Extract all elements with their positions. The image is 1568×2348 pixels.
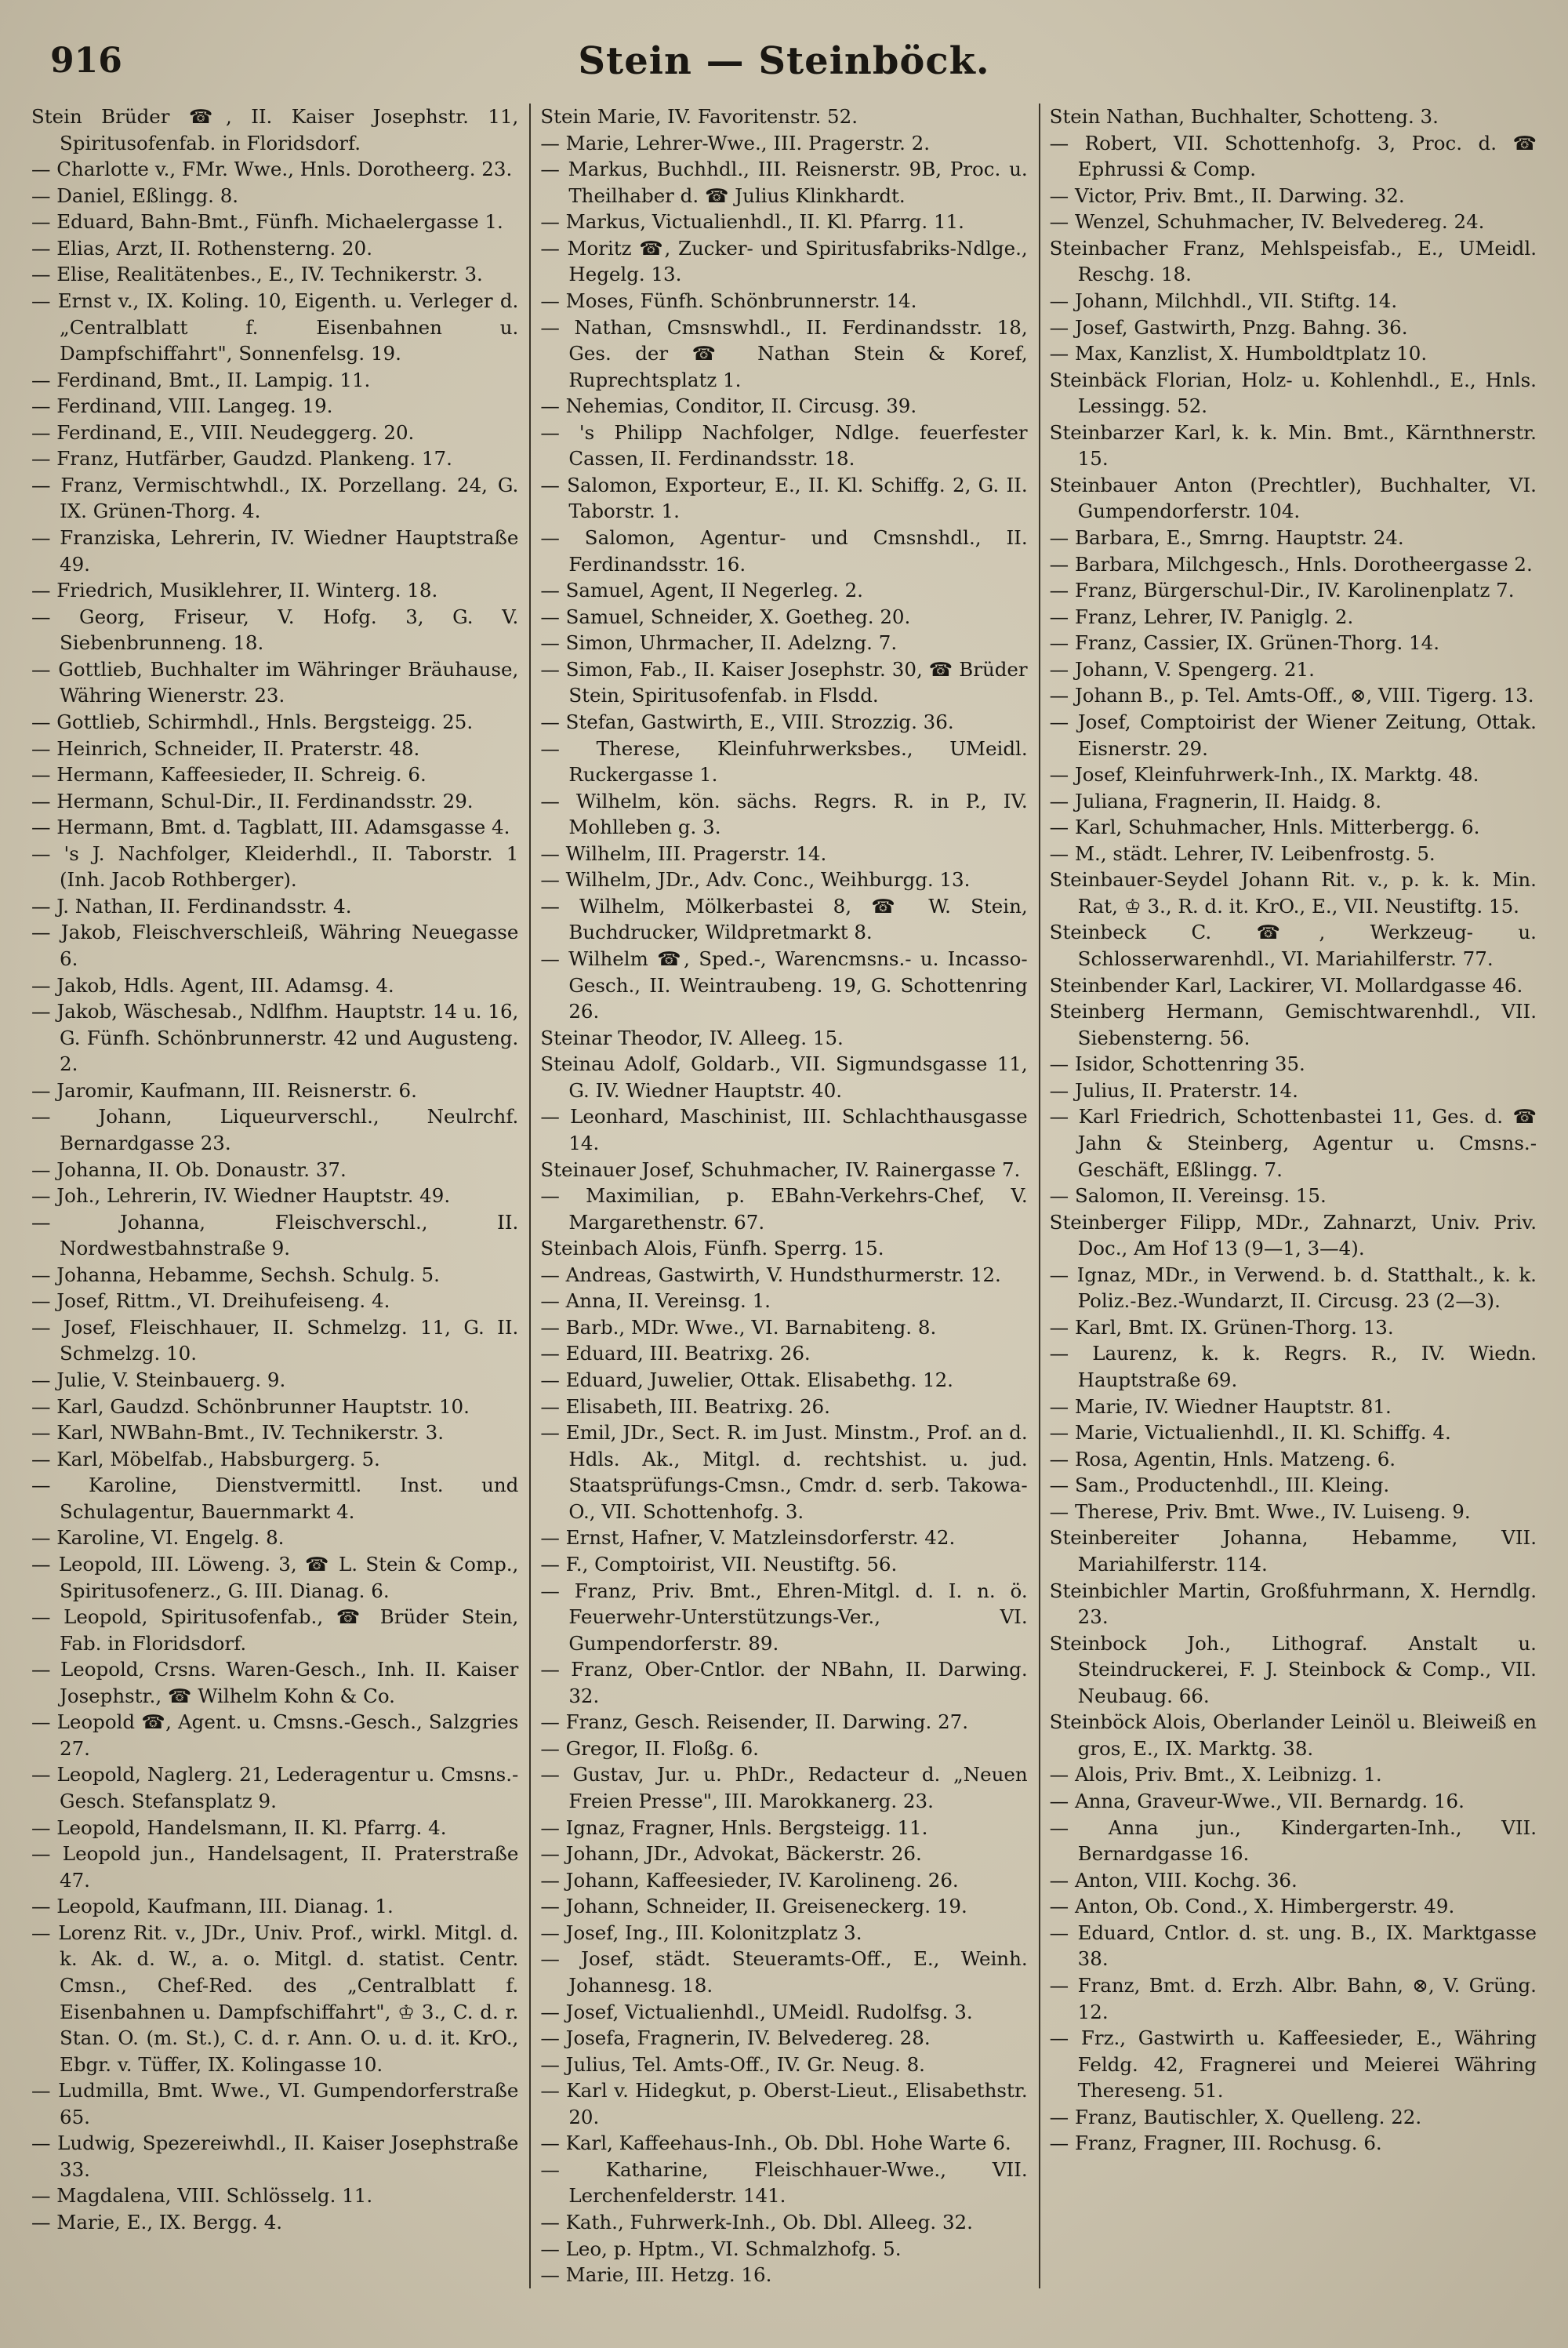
- directory-entry: — Josef, Gastwirth, Pnzg. Bahng. 36.: [1049, 315, 1408, 339]
- directory-entry: — Johann, Milchhdl., VII. Stiftg. 14.: [1049, 289, 1398, 312]
- directory-entry: Steinbender Karl, Lackirer, VI. Mollardgasse 46.: [1049, 973, 1523, 997]
- directory-entry: — Sam., Productenhdl., III. Kleing.: [1049, 1474, 1390, 1497]
- directory-entry: — Johanna, II. Ob. Donaustr. 37.: [31, 1158, 347, 1181]
- directory-entry: — Maximilian, p. EBahn-Verkehrs-Chef, V. Margarethenstr. 67.: [540, 1184, 1028, 1234]
- directory-entry: — Charlotte v., FMr. Wwe., Hnls. Dorotheerg. 23.: [31, 158, 513, 181]
- running-title: Stein — Steinböck.: [578, 39, 990, 83]
- directory-entry: — Ernst, Hafner, V. Matzleinsdorferstr. 42.: [540, 1526, 956, 1550]
- column-middle: [529, 104, 1027, 2288]
- directory-entry: — Josef, Comptoirist der Wiener Zeitung, Ottak. Eisnerstr. 29.: [1049, 710, 1537, 760]
- directory-entry: Steinbauer Anton (Prechtler), Buchhalter, VI. Gumpendorferstr. 104.: [1049, 473, 1537, 523]
- directory-entry: Steinauer Josef, Schuhmacher, IV. Rainergasse 7.: [540, 1158, 1021, 1181]
- directory-entry: — Julie, V. Steinbauerg. 9.: [31, 1368, 286, 1391]
- directory-entry: — Leopold jun., Handelsagent, II. Praterstraße 47.: [31, 1842, 519, 1892]
- directory-entry: — Karl, Gaudzd. Schönbrunner Hauptstr. 10.: [31, 1394, 470, 1418]
- directory-entry: — Anton, Ob. Cond., X. Himbergerstr. 49.: [1049, 1895, 1455, 1918]
- directory-entry: — Julius, II. Praterstr. 14.: [1049, 1078, 1298, 1102]
- directory-entry: — Jaromir, Kaufmann, III. Reisnerstr. 6.: [31, 1078, 417, 1102]
- directory-entry: — Moses, Fünfh. Schönbrunnerstr. 14.: [540, 289, 917, 312]
- directory-entry: — Franz, Ober-Cntlor. der NBahn, II. Darwing. 32.: [540, 1658, 1028, 1707]
- directory-entry: — Therese, Kleinfuhrwerksbes., UMeidl. Ruckergasse 1.: [540, 736, 1028, 787]
- directory-entry: — Leopold, Kaufmann, III. Dianag. 1.: [31, 1895, 394, 1918]
- column-right: [1039, 104, 1537, 2288]
- directory-entry: — Salomon, II. Vereinsg. 15.: [1049, 1184, 1327, 1208]
- directory-entry: — Karl, NWBahn-Bmt., IV. Technikerstr. 3.: [31, 1421, 444, 1445]
- directory-entry: — Marie, III. Hetzg. 16.: [540, 2263, 772, 2287]
- directory-entry: Steinbauer-Seydel Johann Rit. v., p. k. k. Min. Rat, ♔ 3., R. d. it. KrO., E., VII. Neustiftg. 15.: [1049, 868, 1537, 918]
- directory-entry: — Jakob, Fleischverschleiß, Währing Neuegasse 6.: [31, 921, 519, 970]
- directory-entry: — M., städt. Lehrer, IV. Leibenfrostg. 5.: [1049, 841, 1436, 865]
- directory-entry: — Leopold, Crsns. Waren-Gesch., Inh. II. Kaiser Josephstr., ☎ Wilhelm Kohn & Co.: [31, 1658, 519, 1707]
- directory-entry: — Franz, Hutfärber, Gaudzd. Plankeng. 17.: [31, 447, 452, 471]
- directory-entry: — Johann, Schneider, II. Greiseneckerg. 19.: [540, 1895, 967, 1918]
- directory-entry: — Barbara, Milchgesch., Hnls. Dorotheergasse 2.: [1049, 552, 1533, 576]
- directory-entry: Steinbach Alois, Fünfh. Sperrg. 15.: [540, 1237, 884, 1260]
- directory-entry: — Johann, Liqueurverschl., Neulrchf. Bernardgasse 23.: [31, 1105, 519, 1154]
- directory-entry: — Johann, Kaffeesieder, IV. Karolineng. 26.: [540, 1868, 959, 1892]
- directory-entry: — Eduard, Cntlor. d. st. ung. B., IX. Marktgasse 38.: [1049, 1921, 1537, 1971]
- directory-entry: — Josef, Victualienhdl., UMeidl. Rudolfsg. 3.: [540, 2000, 973, 2023]
- directory-entry: — Markus, Victualienhdl., II. Kl. Pfarrg. 11.: [540, 210, 964, 234]
- directory-entry: — Anna jun., Kindergarten-Inh., VII. Bernardgasse 16.: [1049, 1816, 1537, 1866]
- directory-entry: — Victor, Priv. Bmt., II. Darwing. 32.: [1049, 184, 1405, 207]
- directory-entry: — Gottlieb, Buchhalter im Währinger Bräuhause, Währing Wienerstr. 23.: [31, 657, 519, 707]
- directory-entry: — Franz, Bürgerschul-Dir., IV. Karolinenplatz 7.: [1049, 579, 1515, 602]
- directory-entry: — Josefa, Fragnerin, IV. Belvedereg. 28.: [540, 2026, 931, 2050]
- directory-entry: — Salomon, Exporteur, E., II. Kl. Schiffg. 2, G. II. Taborstr. 1.: [540, 473, 1028, 523]
- directory-entry: — Max, Kanzlist, X. Humboldtplatz 10.: [1049, 342, 1428, 365]
- directory-entry: — Leonhard, Maschinist, III. Schlachthausgasse 14.: [540, 1105, 1028, 1154]
- directory-entry: — Simon, Fab., II. Kaiser Josephstr. 30, ☎ Brüder Stein, Spiritusofenfab. in Flsdd.: [540, 657, 1028, 707]
- directory-entry: — Johanna, Hebamme, Sechsh. Schulg. 5.: [31, 1263, 440, 1286]
- directory-entry: — Heinrich, Schneider, II. Praterstr. 48.: [31, 736, 420, 760]
- directory-entry: — Wilhelm, JDr., Adv. Conc., Weihburgg. 13.: [540, 868, 971, 892]
- directory-entry: — Franz, Fragner, III. Rochusg. 6.: [1049, 2132, 1382, 2155]
- directory-entry: — Josef, städt. Steueramts-Off., E., Weinh. Johannesg. 18.: [540, 1947, 1028, 1997]
- directory-entry: — Marie, Victualienhdl., II. Kl. Schiffg. 4.: [1049, 1421, 1451, 1445]
- directory-entry: — Eduard, III. Beatrixg. 26.: [540, 1342, 811, 1365]
- directory-entry: — Leopold, Naglerg. 21, Lederagentur u. Cmsns.-Gesch. Stefansplatz 9.: [31, 1763, 519, 1812]
- directory-entry: — Hermann, Kaffeesieder, II. Schreig. 6.: [31, 763, 426, 787]
- directory-entry: — Leopold, Spiritusofenfab., ☎ Brüder Stein, Fab. in Floridsdorf.: [31, 1605, 519, 1655]
- entry-columns: [31, 104, 1537, 2288]
- directory-entry: Steinberger Filipp, MDr., Zahnarzt, Univ. Priv. Doc., Am Hof 13 (9—1, 3—4).: [1049, 1210, 1537, 1260]
- directory-entry: — Josef, Ing., III. Kolonitzplatz 3.: [540, 1921, 862, 1944]
- directory-entry: — Alois, Priv. Bmt., X. Leibnizg. 1.: [1049, 1763, 1382, 1786]
- directory-entry: — Wilhelm ☎, Sped.-, Warencmsns.- u. Incasso-Gesch., II. Weintraubeng. 19, G. Schottenring 26.: [540, 947, 1028, 1023]
- directory-entry: — Nehemias, Conditor, II. Circusg. 39.: [540, 394, 917, 418]
- directory-entry: — Karl, Schuhmacher, Hnls. Mitterbergg. 6.: [1049, 816, 1480, 839]
- directory-entry: Steinau Adolf, Goldarb., VII. Sigmundsgasse 11, G. IV. Wiedner Hauptstr. 40.: [540, 1052, 1028, 1102]
- directory-entry: — Juliana, Fragnerin, II. Haidg. 8.: [1049, 789, 1382, 812]
- directory-entry: — Julius, Tel. Amts-Off., IV. Gr. Neug. 8.: [540, 2052, 925, 2076]
- directory-entry: — Franz, Lehrer, IV. Paniglg. 2.: [1049, 605, 1354, 628]
- directory-entry: — Leopold, Handelsmann, II. Kl. Pfarrg. 4.: [31, 1816, 447, 1839]
- directory-entry: — Elise, Realitätenbes., E., IV. Technikerstr. 3.: [31, 263, 483, 286]
- directory-entry: — Barbara, E., Smrng. Hauptstr. 24.: [1049, 526, 1404, 549]
- directory-entry: — Karoline, Dienstvermittl. Inst. und Schulagentur, Bauernmarkt 4.: [31, 1474, 519, 1523]
- directory-entry: — Franz, Bmt. d. Erzh. Albr. Bahn, ⊗, V. Grüng. 12.: [1049, 1973, 1537, 2023]
- directory-entry: — Johann B., p. Tel. Amts-Off., ⊗, VIII. Tigerg. 13.: [1049, 684, 1534, 707]
- directory-entry: — Andreas, Gastwirth, V. Hundsthurmerstr. 12.: [540, 1263, 1001, 1286]
- directory-entry: — Rosa, Agentin, Hnls. Matzeng. 6.: [1049, 1447, 1396, 1470]
- directory-entry: — Wilhelm, III. Pragerstr. 14.: [540, 841, 827, 865]
- directory-entry: — J. Nathan, II. Ferdinandsstr. 4.: [31, 894, 352, 918]
- directory-entry: Stein Brüder ☎, II. Kaiser Josephstr. 11, Spiritusofenfab. in Floridsdorf.: [31, 105, 519, 154]
- directory-entry: Steinbarzer Karl, k. k. Min. Bmt., Kärnthnerstr. 15.: [1049, 420, 1537, 471]
- directory-entry: Steinböck Alois, Oberlander Leinöl u. Bleiweiß en gros, E., IX. Marktg. 38.: [1049, 1710, 1537, 1760]
- directory-entry: — Franz, Gesch. Reisender, II. Darwing. 27.: [540, 1710, 969, 1734]
- directory-entry: — Salomon, Agentur- und Cmsnshdl., II. Ferdinandsstr. 16.: [540, 526, 1028, 576]
- directory-entry: — Eduard, Juwelier, Ottak. Elisabethg. 12.: [540, 1368, 953, 1391]
- directory-entry: — Friedrich, Musiklehrer, II. Winterg. 18.: [31, 579, 438, 602]
- directory-entry: Steinberg Hermann, Gemischtwarenhdl., VII. Siebensterng. 56.: [1049, 1000, 1537, 1049]
- directory-entry: Steinbock Joh., Lithograf. Anstalt u. Steindruckerei, F. J. Steinbock & Comp., VII. Neubaug. 66.: [1049, 1631, 1537, 1707]
- directory-entry: — Samuel, Schneider, X. Goetheg. 20.: [540, 605, 911, 628]
- directory-entry: Stein Marie, IV. Favoritenstr. 52.: [540, 105, 858, 128]
- directory-entry: — Therese, Priv. Bmt. Wwe., IV. Luiseng. 9.: [1049, 1499, 1471, 1523]
- directory-entry: — Karl Friedrich, Schottenbastei 11, Ges. d. ☎ Jahn & Steinberg, Agentur u. Cmsns.-Geschäft, Eßlingg. 7.: [1049, 1105, 1537, 1181]
- directory-entry: — Elias, Arzt, II. Rothensterng. 20.: [31, 236, 372, 260]
- directory-entry: — Franziska, Lehrerin, IV. Wiedner Hauptstraße 49.: [31, 526, 519, 576]
- directory-entry: — F., Comptoirist, VII. Neustiftg. 56.: [540, 1552, 898, 1576]
- directory-entry: — Frz., Gastwirth u. Kaffeesieder, E., Währing Feldg. 42, Fragnerei und Meierei Währing Thereseng. 51.: [1049, 2026, 1537, 2103]
- directory-entry: — Ignaz, Fragner, Hnls. Bergsteigg. 11.: [540, 1816, 928, 1839]
- page-header: [31, 35, 1537, 97]
- directory-entry: — Hermann, Schul-Dir., II. Ferdinandsstr. 29.: [31, 789, 474, 812]
- directory-entry: Stein Nathan, Buchhalter, Schotteng. 3.: [1049, 105, 1439, 128]
- directory-entry: — Eduard, Bahn-Bmt., Fünfh. Michaelergasse 1.: [31, 210, 503, 234]
- directory-entry: — Josef, Kleinfuhrwerk-Inh., IX. Marktg. 48.: [1049, 763, 1479, 787]
- directory-entry: — Karl, Bmt. IX. Grünen-Thorg. 13.: [1049, 1315, 1394, 1339]
- directory-entry: — Isidor, Schottenring 35.: [1049, 1052, 1305, 1076]
- directory-entry: — Karoline, VI. Engelg. 8.: [31, 1526, 285, 1550]
- directory-entry: Steinbereiter Johanna, Hebamme, VII. Mariahilferstr. 114.: [1049, 1526, 1537, 1576]
- directory-entry: — Wilhelm, Mölkerbastei 8, ☎ W. Stein, Buchdrucker, Wildpretmarkt 8.: [540, 894, 1028, 944]
- directory-entry: — Marie, E., IX. Bergg. 4.: [31, 2211, 283, 2234]
- directory-entry: — Joh., Lehrerin, IV. Wiedner Hauptstr. 49.: [31, 1184, 451, 1208]
- directory-entry: Steinbeck C. ☎, Werkzeug- u. Schlosserwarenhdl., VI. Mariahilferstr. 77.: [1049, 921, 1537, 970]
- directory-entry: — Karl, Kaffeehaus-Inh., Ob. Dbl. Hohe Warte 6.: [540, 2132, 1011, 2155]
- directory-entry: — Wenzel, Schuhmacher, IV. Belvedereg. 24.: [1049, 210, 1485, 234]
- directory-entry: — Ferdinand, Bmt., II. Lampig. 11.: [31, 368, 371, 391]
- directory-entry: — Franz, Cassier, IX. Grünen-Thorg. 14.: [1049, 631, 1439, 655]
- directory-entry: — Franz, Priv. Bmt., Ehren-Mitgl. d. I. n. ö. Feuerwehr-Unterstützungs-Ver., VI. Gumpendorferstr. 89.: [540, 1579, 1028, 1655]
- directory-entry: — Anton, VIII. Kochg. 36.: [1049, 1868, 1298, 1892]
- directory-entry: — Franz, Bautischler, X. Quelleng. 22.: [1049, 2105, 1422, 2128]
- directory-entry: — Marie, Lehrer-Wwe., III. Pragerstr. 2.: [540, 131, 931, 154]
- directory-entry: — Jakob, Hdls. Agent, III. Adamsg. 4.: [31, 973, 394, 997]
- directory-entry: — Hermann, Bmt. d. Tagblatt, III. Adamsgasse 4.: [31, 816, 510, 839]
- directory-entry: — Kath., Fuhrwerk-Inh., Ob. Dbl. Alleeg. 32.: [540, 2211, 973, 2234]
- directory-entry: — Moritz ☎, Zucker- und Spiritusfabriks-Ndlge., Hegelg. 13.: [540, 236, 1028, 286]
- directory-entry: — Lorenz Rit. v., JDr., Univ. Prof., wirkl. Mitgl. d. k. Ak. d. W., a. o. Mitgl. d. statist. Centr. Cmsn., Chef-Red. des „Centralblatt f. Eisenbahnen u. Dampfschiffahrt", ♔ 3., C. d. r. Stan. O. (m. St.), C. d. r. Ann. O. u. d. it. KrO., Ebgr. v. Tüffer, IX. Kolingasse 10.: [31, 1921, 519, 2076]
- directory-entry: — Johanna, Fleischverschl., II. Nordwestbahnstraße 9.: [31, 1210, 519, 1260]
- directory-entry: — Leo, p. Hptm., VI. Schmalzhofg. 5.: [540, 2237, 902, 2260]
- directory-entry: — Nathan, Cmsnswhdl., II. Ferdinandsstr. 18, Ges. der ☎ Nathan Stein & Koref, Ruprechtsplatz 1.: [540, 315, 1028, 391]
- directory-entry: — Stefan, Gastwirth, E., VIII. Strozzig. 36.: [540, 710, 954, 733]
- directory-entry: — Wilhelm, kön. sächs. Regrs. R. in P., IV. Mohlleben g. 3.: [540, 789, 1028, 839]
- directory-entry: — Laurenz, k. k. Regrs. R., IV. Wiedn. Hauptstraße 69.: [1049, 1342, 1537, 1391]
- directory-entry: — Katharine, Fleischhauer-Wwe., VII. Lerchenfelderstr. 141.: [540, 2157, 1028, 2208]
- directory-entry: — Ernst v., IX. Koling. 10, Eigenth. u. Verleger d. „Centralblatt f. Eisenbahnen u. Dampfschiffahrt", Sonnenfelsg. 19.: [31, 289, 519, 365]
- directory-entry: — Ludwig, Spezereiwhdl., II. Kaiser Josephstraße 33.: [31, 2132, 519, 2181]
- directory-entry: — 's J. Nachfolger, Kleiderhdl., II. Taborstr. 1 (Inh. Jacob Rothberger).: [31, 841, 519, 892]
- directory-entry: — Georg, Friseur, V. Hofg. 3, G. V. Siebenbrunneng. 18.: [31, 605, 519, 655]
- directory-entry: — Anna, II. Vereinsg. 1.: [540, 1289, 771, 1313]
- page-number: 916: [50, 41, 122, 81]
- directory-entry: — Ferdinand, E., VIII. Neudeggerg. 20.: [31, 420, 415, 444]
- directory-entry: — Emil, JDr., Sect. R. im Just. Minstm., Prof. an d. Hdls. Ak., Mitgl. d. rechtshist. u. jud. Staatsprüfungs-Cmsn., Cmdr. d. serb. Takowa-O., VII. Schottenhofg. 3.: [540, 1421, 1028, 1523]
- directory-entry: — Barb., MDr. Wwe., VI. Barnabiteng. 8.: [540, 1315, 937, 1339]
- directory-entry: — Leopold, III. Löweng. 3, ☎ L. Stein & Comp., Spiritusofenerz., G. III. Dianag. 6.: [31, 1552, 519, 1602]
- directory-entry: — 's Philipp Nachfolger, Ndlge. feuerfester Cassen, II. Ferdinandsstr. 18.: [540, 420, 1028, 471]
- directory-entry: — Elisabeth, III. Beatrixg. 26.: [540, 1394, 830, 1418]
- directory-entry: — Jakob, Wäschesab., Ndlfhm. Hauptstr. 14 u. 16, G. Fünfh. Schönbrunnerstr. 42 und Augusteng. 2.: [31, 1000, 519, 1076]
- directory-entry: — Samuel, Agent, II Negerleg. 2.: [540, 579, 863, 602]
- directory-entry: — Josef, Fleischhauer, II. Schmelzg. 11, G. II. Schmelzg. 10.: [31, 1315, 519, 1365]
- directory-entry: — Ferdinand, VIII. Langeg. 19.: [31, 394, 333, 418]
- directory-entry: — Karl v. Hidegkut, p. Oberst-Lieut., Elisabethstr. 20.: [540, 2079, 1028, 2128]
- directory-entry: — Franz, Vermischtwhdl., IX. Porzellang. 24, G. IX. Grünen-Thorg. 4.: [31, 473, 519, 523]
- directory-entry: — Leopold ☎, Agent. u. Cmsns.-Gesch., Salzgries 27.: [31, 1710, 519, 1760]
- directory-entry: — Josef, Rittm., VI. Dreihufeiseng. 4.: [31, 1289, 390, 1313]
- directory-entry: — Johann, JDr., Advokat, Bäckerstr. 26.: [540, 1842, 922, 1866]
- directory-entry: — Gustav, Jur. u. PhDr., Redacteur d. „Neuen Freien Presse", III. Marokkanerg. 23.: [540, 1763, 1028, 1812]
- directory-entry: — Johann, V. Spengerg. 21.: [1049, 657, 1315, 681]
- directory-entry: — Marie, IV. Wiedner Hauptstr. 81.: [1049, 1394, 1392, 1418]
- column-left: [31, 104, 518, 2288]
- directory-entry: Steinbichler Martin, Großfuhrmann, X. Herndlg. 23.: [1049, 1579, 1537, 1629]
- directory-entry: — Robert, VII. Schottenhofg. 3, Proc. d. ☎ Ephrussi & Comp.: [1049, 131, 1537, 181]
- directory-entry: — Ignaz, MDr., in Verwend. b. d. Statthalt., k. k. Poliz.-Bez.-Wundarzt, II. Circusg. 23 (2—3).: [1049, 1263, 1537, 1313]
- directory-entry: — Daniel, Eßlingg. 8.: [31, 184, 239, 207]
- directory-entry: — Markus, Buchhdl., III. Reisnerstr. 9B, Proc. u. Theilhaber d. ☎ Julius Klinkhardt.: [540, 158, 1028, 207]
- directory-entry: Steinbacher Franz, Mehlspeisfab., E., UMeidl. Reschg. 18.: [1049, 236, 1537, 286]
- directory-entry: — Gottlieb, Schirmhdl., Hnls. Bergsteigg. 25.: [31, 710, 474, 733]
- directory-entry: Steinbäck Florian, Holz- u. Kohlenhdl., E., Hnls. Lessingg. 52.: [1049, 368, 1537, 418]
- directory-entry: — Anna, Graveur-Wwe., VII. Bernardg. 16.: [1049, 1790, 1465, 1812]
- directory-entry: — Simon, Uhrmacher, II. Adelzng. 7.: [540, 631, 898, 655]
- directory-entry: — Gregor, II. Floßg. 6.: [540, 1736, 759, 1760]
- directory-entry: — Magdalena, VIII. Schlösselg. 11.: [31, 2184, 373, 2208]
- directory-entry: — Karl, Möbelfab., Habsburgerg. 5.: [31, 1447, 380, 1470]
- directory-entry: Steinar Theodor, IV. Alleeg. 15.: [540, 1026, 844, 1049]
- directory-entry: — Ludmilla, Bmt. Wwe., VI. Gumpendorferstraße 65.: [31, 2079, 519, 2128]
